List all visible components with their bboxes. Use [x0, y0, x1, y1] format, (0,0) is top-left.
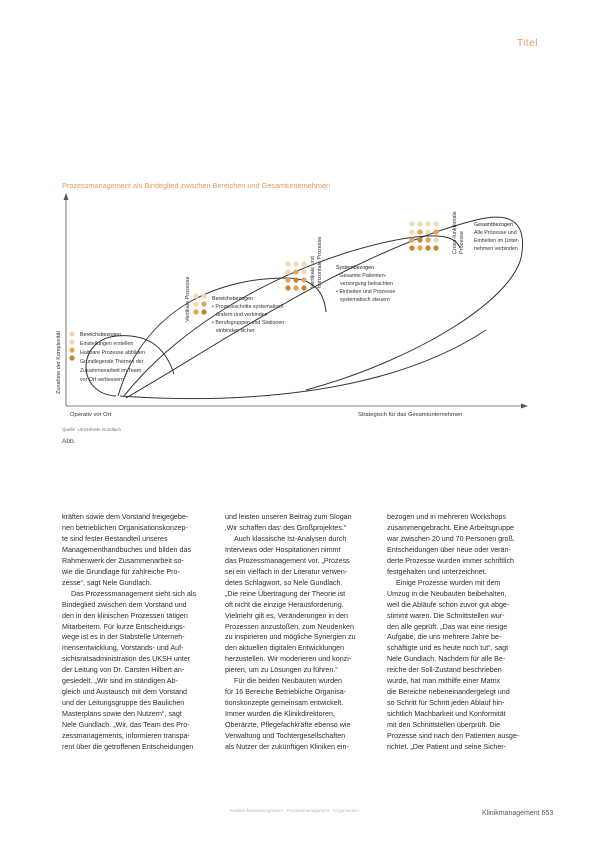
body-text-line: den alle geprüft. „Das war eine riesige — [387, 622, 508, 631]
body-text-line: Auch klassische Ist-Analysen durch — [234, 534, 347, 543]
body-text-line: Prozesse sind nach den Patienten ausge- — [387, 732, 520, 741]
body-text-line: reiche der Soll-Zustand beschrieben — [387, 666, 502, 675]
body-text-line: zesse“, sagt Nele Gundlach. — [62, 578, 152, 587]
dot — [293, 285, 298, 290]
dot — [301, 277, 306, 282]
body-text-line: wie die Grundlage für zahlreiche Pro- — [62, 567, 180, 576]
level-1-name: Bereichsbezogen — [80, 332, 121, 338]
dot — [293, 277, 298, 282]
dot — [285, 277, 290, 282]
body-text-line: die Bereiche nebeneinandergelegt und — [387, 688, 510, 697]
level-3-item: versorgung betrachten — [340, 281, 394, 287]
dot — [433, 245, 438, 250]
body-text-line: zessmanagements, informieren transpa- — [62, 732, 190, 741]
body-text-line: und der Leitungsgruppe des Baulichen — [62, 699, 185, 708]
body-text-line: stimmt waren. Die Schnittstellen wur- — [387, 611, 505, 620]
body-text-line: so Schritt für Schritt jeden Ablauf hin- — [387, 699, 505, 708]
body-text-line: gleich und Austausch mit dem Vorstand — [62, 688, 188, 697]
body-text-line: und leisten unseren Beitrag zum Slogan — [225, 513, 352, 521]
body-text-line: für 16 Bereiche Betriebliche Organisa- — [225, 688, 347, 697]
dot — [425, 237, 430, 242]
dot — [193, 293, 198, 298]
body-text-line: derte Prozesse wurden immer schriftlich — [387, 556, 514, 565]
dot — [433, 237, 438, 242]
dot — [69, 339, 74, 344]
body-text-line: detes Schlagwort, so Nele Gundlach. — [225, 578, 343, 587]
y-axis-arrow — [64, 193, 69, 200]
x-axis-arrow — [521, 404, 528, 409]
dot — [301, 269, 306, 274]
body-text-line: Immer wurden die Klinikdirektoren, — [225, 710, 335, 719]
body-text-line: nen betrieblichen Organisationskonzep- — [62, 523, 188, 532]
dot — [301, 285, 306, 290]
level-2-item: • Berufsgruppen und Stationen — [212, 320, 285, 326]
body-text-line: Entscheidungen über neue oder verän- — [387, 545, 511, 554]
body-text-line: zu inspirieren und mögliche Synergien zu — [225, 633, 356, 642]
body-text-line: Managementhandbuches und bilden das — [62, 545, 192, 554]
level-1-item: Grundlegende Themen der — [80, 359, 144, 365]
body-text-line: Mitarbeitern. Für kurze Entscheidungs- — [62, 622, 186, 631]
dot — [417, 237, 422, 242]
body-text-line: als Nutzer der zukünftigen Kliniken ein- — [225, 743, 349, 752]
dots-level-1 — [69, 331, 74, 360]
body-text-line: Bindeglied zwischen dem Vorstand und — [62, 600, 187, 609]
body-text-line: Prozessen anzustoßen, zum Neudenken — [225, 622, 355, 631]
text-column-3 — [387, 512, 541, 753]
dot — [433, 229, 438, 234]
section-title: Titel — [516, 38, 538, 49]
body-text-line: sichtsratsadministration des UKSH unter — [62, 655, 191, 664]
body-text-line: war zwischen 20 und 70 Personen groß. — [387, 534, 515, 543]
dot — [409, 237, 414, 242]
body-text-line: pieren, um zu Lösungen zu führen.“ — [225, 666, 338, 675]
body-text-line: sei ein vielfach in der Literatur verwen- — [225, 567, 348, 576]
level-2-item: ändern und verbinden — [216, 312, 268, 318]
level-2-name: Bereichsbezogen — [212, 296, 253, 302]
body-text-line: das Prozessmanagement vor. „Prozess — [225, 556, 350, 565]
body-text-line: richtet. „Der Patient und seine Sicher- — [387, 743, 507, 752]
tag-crossfunc-line1: Cross-funktionale — [452, 211, 458, 254]
tag-crossfunc-line2: Prozesse — [459, 231, 465, 254]
body-text-line: schäftigte und es heute noch tut“, sagt — [387, 644, 509, 653]
dot — [433, 221, 438, 226]
dot — [409, 229, 414, 234]
body-text-line: te sind fester Bestandteil unseres — [62, 534, 168, 543]
x-axis-label-right: Strategisch für das Gesamtunternehmen — [358, 412, 463, 418]
level-1-item: Zusammenarbeit im Team — [80, 368, 142, 374]
level-2-text — [212, 296, 284, 334]
body-text-line: mit den Schnittstellen überprüft. Die — [387, 721, 501, 730]
body-text-line: Oberärzte, Pflegefachkräfte ebenso wie — [225, 721, 351, 730]
level-4-name: Gesamtbezogen — [474, 222, 513, 228]
dot — [285, 269, 290, 274]
body-text-line: Interviews oder Hospitationen nimmt — [225, 545, 341, 554]
process-diagram — [56, 190, 546, 420]
body-text-line: Rahmenwerk der Zusammenarbeit so- — [62, 556, 184, 565]
dot — [193, 301, 198, 306]
dot — [417, 221, 422, 226]
dot — [301, 261, 306, 266]
level-4-text — [474, 222, 520, 252]
body-text-line: Für die beiden Neubauten wurden — [234, 677, 342, 686]
figure-caption: Abb. — [62, 438, 76, 445]
body-text-line: den aktuellen digitalen Entwicklungen — [225, 644, 345, 653]
dot — [285, 285, 290, 290]
tag-vert-horiz-line2: horizontale Prozesse — [317, 236, 323, 288]
arc-level-3 — [124, 236, 460, 396]
body-text-line: der Leitung von Dr. Carsten Hilbert an- — [62, 666, 185, 675]
level-4-item: nehmen verbinden — [474, 246, 518, 252]
body-text-line: weil die Abläufe schon zuvor gut abge- — [387, 600, 510, 609]
level-3-item: • Gesamte Patienten- — [336, 273, 387, 279]
dot — [201, 293, 206, 298]
dot — [409, 245, 414, 250]
body-text-line: wege ist es in der Stabstelle Unterneh- — [62, 633, 185, 642]
body-text-line: bezogen und in mehreren Workshops — [387, 513, 506, 521]
body-text-line: tionskonzepte gemeinsam entwickelt. — [225, 699, 344, 708]
body-text-line: zusammengebracht. Eine Arbeitsgruppe — [387, 523, 515, 532]
level-3-text — [336, 265, 395, 303]
body-text-line: Umzug in die Neubauten beibehalten, — [387, 589, 507, 598]
x-axis-label-left: Operativ vor Ort — [70, 412, 112, 418]
dot — [293, 269, 298, 274]
body-text-line: „Die reine Übertragung der Theorie ist — [225, 589, 346, 598]
body-text-line: Masterplans sowie den Nutzern“, sagt — [62, 710, 182, 719]
body-text-line: Das Prozessmanagement sieht sich als — [71, 589, 197, 598]
dot — [285, 261, 290, 266]
level-1-item: Einstellungen erstellen — [80, 341, 134, 347]
dots-level-3 — [285, 261, 306, 290]
body-text-line: kräften sowie dem Vorstand freigegebe- — [62, 513, 189, 521]
figure-title: Prozessmanagement als Bindeglied zwischen Bereichen und Gesamtunternehmen — [62, 181, 331, 190]
dot — [69, 347, 74, 352]
body-text-line: den in den klinischen Prozessen tätigen — [62, 611, 188, 620]
body-text-line: Nele Gundlach. Nachdem für alle Be- — [387, 655, 506, 664]
body-text-line: Verwaltung und Tochtergesellschaften — [225, 732, 346, 741]
page-number: Klinikmanagement 653 — [482, 810, 554, 817]
text-column-2 — [225, 512, 379, 753]
tag-vert-horiz-line1: Vertikale und — [310, 256, 316, 288]
body-text-line: Einige Prozesse wurden mit dem — [396, 578, 501, 587]
level-1-text — [80, 332, 145, 383]
dot — [409, 221, 414, 226]
figure-source: Quelle: UKSH/Nele Gundlach — [62, 427, 122, 432]
level-1-item: Haltbare Prozesse abbilden — [80, 350, 146, 356]
dot — [425, 229, 430, 234]
dot — [425, 245, 430, 250]
level-2-item: • Prozessschritte systematisch — [212, 304, 284, 310]
body-text-line: herzustellen. Wir moderieren und konzi- — [225, 655, 352, 664]
level-3-name: Systembezogen — [336, 265, 374, 271]
dot — [201, 301, 206, 306]
body-text-line: Vielmehr gilt es, Veränderungen in den — [225, 611, 348, 620]
y-axis-label: Zunahme der Komplexität — [56, 331, 62, 394]
dot — [293, 261, 298, 266]
body-text-line: festgehalten und unterzeichnet. — [387, 567, 487, 576]
level-3-item: • Einheiten und Prozesse — [336, 289, 396, 295]
body-text-line: wurde, hat man mithilfe einer Matrix — [387, 677, 501, 686]
dot — [69, 355, 74, 360]
level-4-item: Einheiten im Unter- — [474, 238, 520, 244]
dot — [417, 245, 422, 250]
body-text-line: ‚Wir schaffen das‘ des Großprojektes.“ — [225, 523, 347, 532]
dot — [193, 309, 198, 314]
dot — [425, 221, 430, 226]
body-text-line: gesiedelt. „Wir sind im ständigen Ab- — [62, 677, 178, 686]
body-text-line: Aufgabe, die uns mehrere Jahre be- — [387, 633, 502, 642]
level-2-item: einbinden sicher — [216, 328, 255, 334]
body-text-line: mensentwicklung, Vorstands- und Auf- — [62, 644, 184, 653]
level-1-item: vor Ort verbessern — [80, 377, 124, 383]
dot — [69, 331, 74, 336]
text-column-1 — [62, 512, 216, 753]
dot — [417, 229, 422, 234]
level-3-item: systematisch steuern — [340, 297, 390, 303]
body-text-line: oft nicht die einzige Herausforderung. — [225, 600, 344, 609]
body-text-line: sichtlich Machbarkeit und Konformität — [387, 710, 506, 719]
dot — [201, 309, 206, 314]
level-4-item: Alle Prozesse und — [474, 230, 517, 236]
tag-vertical: Vertikale Prozesse — [185, 276, 191, 322]
footer-line: Krankenhausmanagement · Prozessmanagement · Organisation — [230, 808, 359, 813]
body-text-line: rent über die getroffenen Entscheidungen — [62, 743, 194, 752]
body-text-line: Nele Gundlach. „Wir, das Team des Pro- — [62, 721, 190, 730]
